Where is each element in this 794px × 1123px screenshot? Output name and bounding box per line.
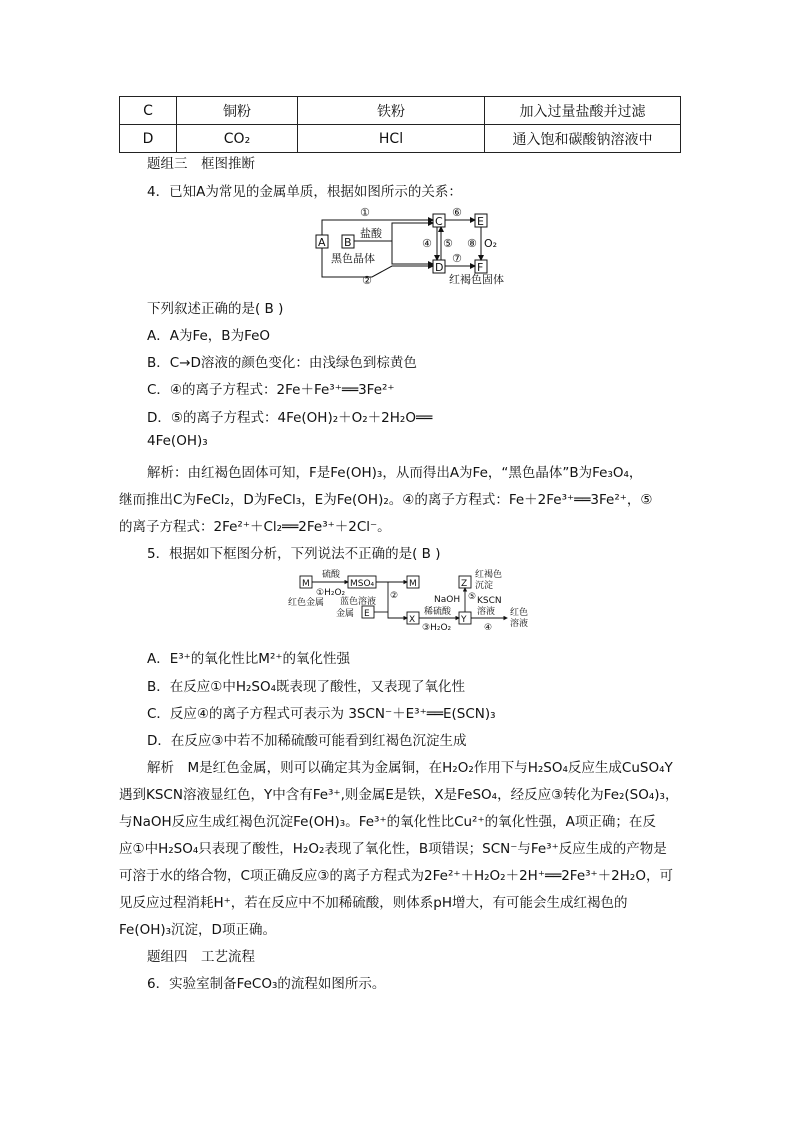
flow-diagram-2 (286, 566, 536, 634)
table-row (120, 125, 681, 153)
label-red-metal: 红色金属 (288, 598, 325, 608)
label-step2: ② (390, 591, 399, 601)
table-cell: D (120, 125, 177, 153)
table-cell: 加入过量盐酸并过滤 (485, 97, 681, 125)
label-red-solid: 红褐色固体 (449, 273, 504, 286)
explanation-line: 的离子方程式：2Fe²⁺＋Cl₂══2Fe³⁺＋2Cl⁻。 (119, 519, 391, 535)
explanation-line: Fe(OH)₃沉淀，D项正确。 (119, 922, 276, 938)
label-step6: ⑥ (452, 206, 462, 219)
label-kscn: KSCN (477, 596, 502, 606)
node-m2: M (409, 579, 417, 589)
label-metal: 金属 (336, 609, 355, 619)
option-a: A．E³⁺的氧化性比M²⁺的氧化性强 (147, 651, 350, 667)
label-solution: 溶液 (477, 607, 496, 617)
option-d-cont: 4Fe(OH)₃ (147, 433, 208, 449)
section-title: 题组三 框图推断 (147, 156, 255, 172)
label-blue-solution: 蓝色溶液 (340, 597, 377, 607)
explanation-line: 见反应过程消耗H⁺，若在反应中不加稀硫酸，则体系pH增大，有可能会生成红褐色的 (119, 895, 628, 911)
label-red: 红色 (510, 608, 529, 618)
node-b: B (344, 236, 352, 249)
option-b: B．在反应①中H₂SO₄既表现了酸性，又表现了氧化性 (147, 679, 466, 695)
option-c: C．④的离子方程式：2Fe＋Fe³⁺══3Fe²⁺ (147, 382, 395, 398)
label-step5: ⑤ (443, 237, 453, 250)
explanation-line: 应①中H₂SO₄只表现了酸性，H₂O₂表现了氧化性，B项错误；SCN⁻与Fe³⁺反应生成的产物是 (119, 841, 667, 857)
node-z: Z (461, 579, 468, 589)
node-e: E (477, 215, 484, 228)
label-solution-2: 溶液 (510, 619, 529, 629)
reagent-table (119, 96, 681, 153)
table-cell: HCl (298, 125, 485, 153)
option-c: C．反应④的离子方程式可表示为 3SCN⁻＋E³⁺══E(SCN)₃ (147, 706, 496, 722)
table-cell: 通入饱和碳酸钠溶液中 (485, 125, 681, 153)
table-cell: 铁粉 (298, 97, 485, 125)
label-naoh: NaOH (434, 595, 461, 605)
label-step1: ① (360, 206, 370, 219)
node-c: C (435, 215, 443, 228)
label-h2o2-1: ①H₂O₂ (316, 588, 346, 598)
table-row (120, 97, 681, 125)
explanation-line: 继而推出C为FeCl₂，D为FeCl₃，E为Fe(OH)₂。④的离子方程式：Fe＋2Fe³⁺══3Fe²⁺，⑤ (119, 492, 653, 508)
label-step2: ② (362, 274, 372, 287)
question-5: 5．根据如下框图分析，下列说法不正确的是( B ) (147, 546, 441, 562)
table-cell: 铜粉 (177, 97, 298, 125)
explanation-line: 解析：由红褐色固体可知，F是Fe(OH)₃，从而得出A为Fe，“黑色晶体”B为Fe₃O₄， (147, 465, 643, 481)
option-d: D．⑤的离子方程式：4Fe(OH)₂＋O₂＋2H₂O══ (147, 410, 433, 426)
question-6: 6．实验室制备FeCO₃的流程如图所示。 (147, 976, 386, 992)
table-cell: C (120, 97, 177, 125)
label-step4: ④ (422, 237, 432, 250)
explanation-line: 可溶于水的络合物，C项正确反应③的离子方程式为2Fe²⁺＋H₂O₂＋2H⁺══2Fe³⁺＋2H₂O，可 (119, 868, 673, 884)
label-o2: O₂ (484, 237, 498, 250)
label-sulfuric: 硫酸 (322, 570, 341, 580)
label-black-crystal: 黑色晶体 (331, 252, 375, 265)
option-d: D．在反应③中若不加稀硫酸可能看到红褐色沉淀生成 (147, 733, 467, 749)
question-4-prompt: 下列叙述正确的是( B ) (147, 301, 284, 317)
label-step7: ⑦ (452, 252, 462, 265)
node-m: M (302, 579, 310, 589)
label-precipitate: 沉淀 (475, 581, 494, 591)
explanation-line: 遇到KSCN溶液显红色，Y中含有Fe³⁺,则金属E是铁，X是FeSO₄，经反应③转化为Fe₂(SO₄)₃， (119, 787, 679, 803)
label-hcl: 盐酸 (360, 227, 382, 240)
label-h2o2-3: ③H₂O₂ (422, 623, 452, 633)
label-red-brown: 红褐色 (475, 570, 503, 580)
explanation-line: 与NaOH反应生成红褐色沉淀Fe(OH)₃。Fe³⁺的氧化性比Cu²⁺的氧化性强，A项正确；在反 (119, 814, 656, 830)
section-title: 题组四 工艺流程 (147, 949, 255, 965)
table-cell: CO₂ (177, 125, 298, 153)
label-dilute-acid: 稀硫酸 (424, 607, 452, 617)
label-step5: ⑤ (468, 592, 477, 602)
node-mso4: MSO₄ (350, 579, 375, 589)
node-f: F (477, 261, 484, 274)
node-x: X (409, 615, 416, 625)
node-e: E (364, 609, 370, 619)
explanation-line: 解析 M是红色金属，则可以确定其为金属铜，在H₂O₂作用下与H₂SO₄反应生成CuSO₄Y (147, 760, 673, 776)
question-4: 4．已知A为常见的金属单质，根据如图所示的关系： (147, 184, 462, 200)
node-d: D (435, 261, 444, 274)
option-b: B．C→D溶液的颜色变化：由浅绿色到棕黄色 (147, 355, 417, 371)
node-a: A (318, 236, 326, 249)
node-y: Y (461, 615, 467, 625)
label-step4: ④ (484, 623, 493, 633)
label-step8: ⑧ (467, 237, 477, 250)
option-a: A．A为Fe，B为FeO (147, 328, 271, 344)
flow-diagram-1 (312, 203, 522, 288)
